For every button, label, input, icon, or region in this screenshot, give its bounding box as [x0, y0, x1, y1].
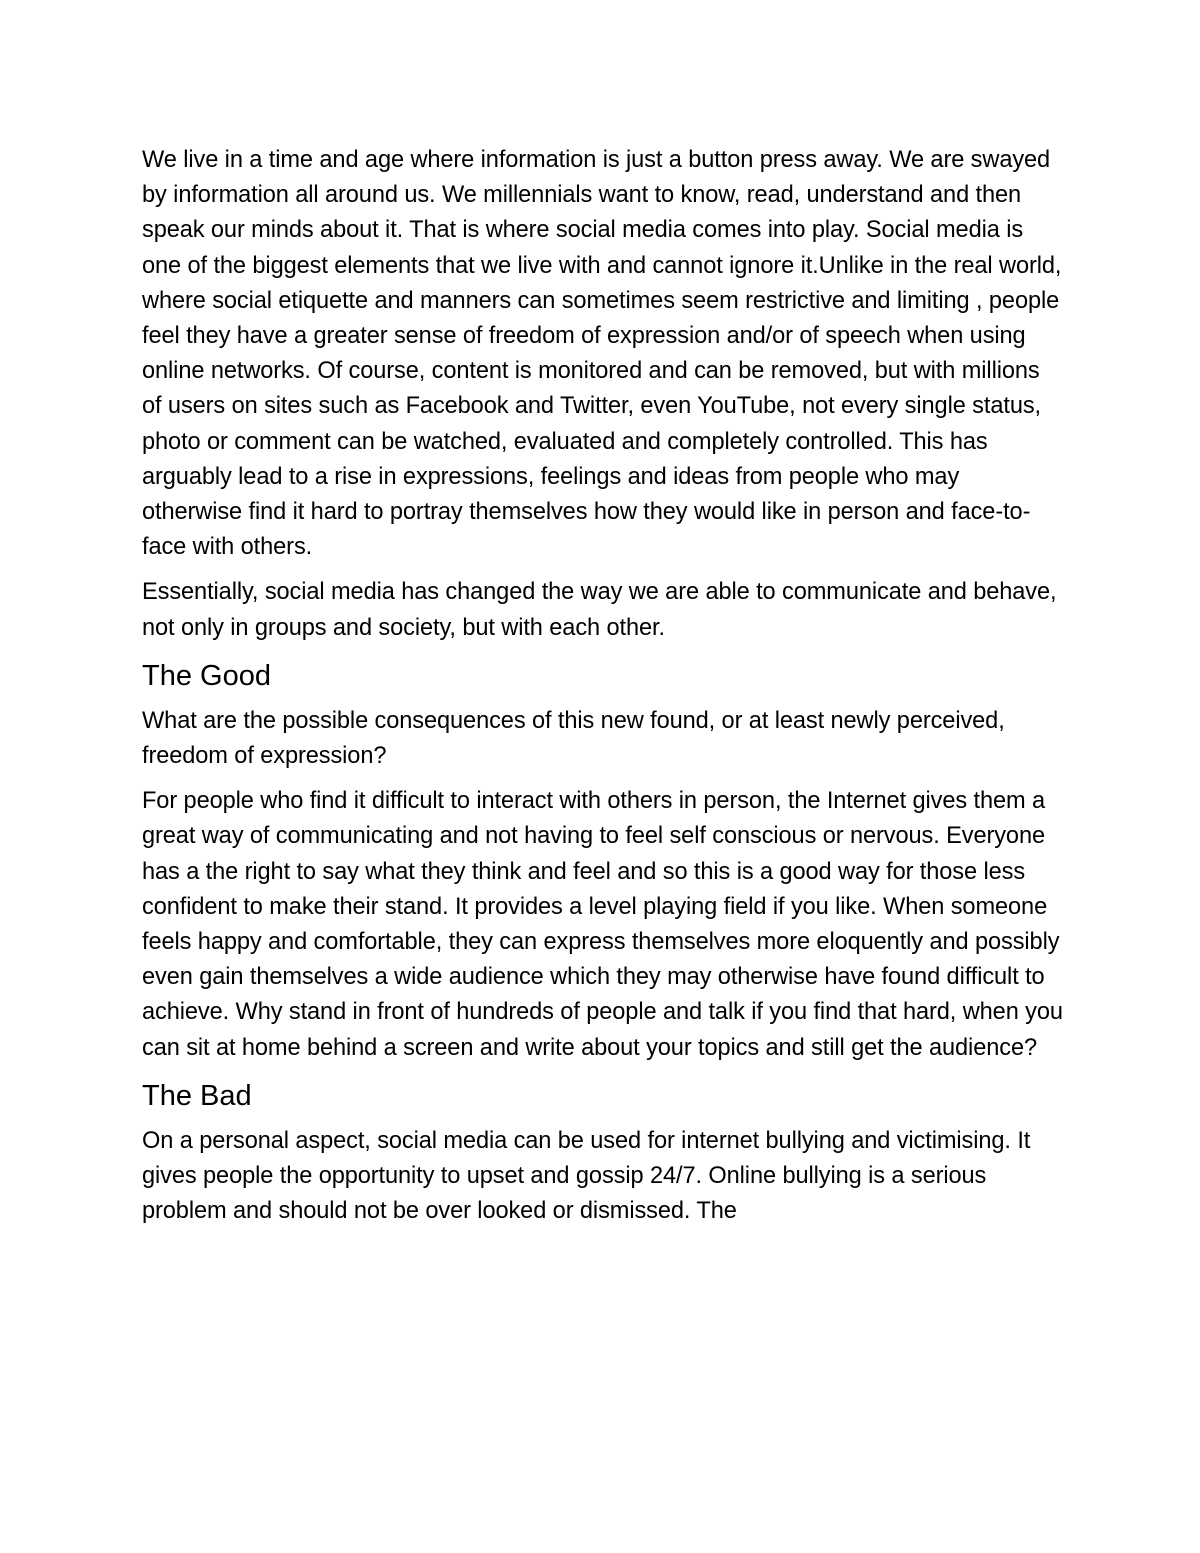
section-heading-good: The Good — [142, 659, 271, 692]
intro-paragraph: Essentially, social media has changed the way we are able to communicate and behave, not only in groups and society, but with each other. — [142, 579, 1057, 641]
section-heading-bad: The Bad — [142, 1079, 252, 1112]
good-paragraph: What are the possible consequences of this new found, or at least newly perceived, freedom of expression? — [142, 707, 1005, 770]
good-paragraph: For people who find it difficult to interact with others in person, the Internet gives them a great way of communicating and not having to feel self conscious or nervous. Everyone has a the right to say what they think and feel and so this is a good way for those less confident to make their stand. It provides a level playing field if you like. When someone feels happy and comfortable, they can express themselves more eloquently and possibly even gain themselves a wide audience which they may otherwise have found difficult to achieve. Why stand in front of hundreds of people and talk if you find that hard, when you can sit at home behind a screen and write about your topics and still get the audience? — [142, 788, 1063, 1061]
intro-paragraph: We live in a time and age where information is just a button press away. We are swayed by information all around us. We millennials want to know, read, understand and then speak our minds about it. That is where social media comes into play. Social media is one of the biggest elements that we live with and cannot ignore it.Unlike in the real world, where social etiquette and manners can sometimes seem restrictive and limiting , people feel they have a greater sense of freedom of expression and/or of speech when using online networks. Of course, content is monitored and can be removed, but with millions of users on sites such as Facebook and Twitter, even YouTube, not every single status, photo or comment can be watched, evaluated and completely controlled. This has arguably lead to a rise in expressions, feelings and ideas from people who may otherwise find it hard to portray themselves how they would like in person and face-to-face with others. — [142, 147, 1062, 561]
bad-paragraph: On a personal aspect, social media can be used for internet bullying and victimising. It gives people the opportunity to upset and gossip 24/7. Online bullying is a serious problem and should not be over looked or dismissed. The — [142, 1127, 1031, 1225]
document-body — [142, 143, 1064, 1239]
